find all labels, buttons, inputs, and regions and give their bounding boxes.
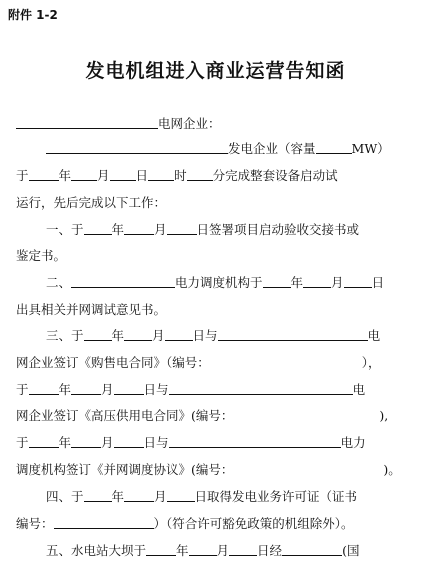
blank-year[interactable] [29, 435, 59, 448]
line-supply-date: 于 年 月 日与 电 [16, 382, 366, 397]
blank-day[interactable] [167, 222, 197, 235]
blank-year[interactable] [263, 275, 291, 288]
blank-month[interactable] [71, 168, 97, 181]
blank-day[interactable] [114, 382, 144, 395]
blank-day[interactable] [110, 168, 136, 181]
blank-month[interactable] [189, 543, 217, 556]
blank-minute[interactable] [187, 168, 213, 181]
line-item-2: 二、 电力调度机构于 年 月 日 [46, 275, 385, 290]
blank-grid-company[interactable] [16, 116, 158, 129]
blank-month[interactable] [303, 275, 331, 288]
blank-license-number[interactable] [54, 516, 154, 529]
line-item-2-cont: 出具相关并网调试意见书。 [16, 302, 167, 317]
blank-agreement-number[interactable] [233, 462, 383, 475]
line-dispatch-agreement: 调度机构签订《并网调度协议》(编号： )。 [16, 462, 401, 477]
blank-month[interactable] [124, 328, 152, 341]
attachment-label: 附件 1-2 [8, 8, 58, 22]
blank-contract-number[interactable] [233, 408, 379, 421]
line-license-number: 编号： ）（符合许可豁免政策的机组除外）。 [16, 516, 354, 531]
blank-grid-company[interactable] [169, 382, 353, 395]
blank-year[interactable] [84, 222, 112, 235]
line-power-plant: 发电企业（容量 MW） [46, 140, 390, 158]
line-grid-company: 电网企业： [16, 115, 221, 133]
line-item-3: 三、于 年 月 日与 电 [46, 328, 381, 343]
blank-day[interactable] [165, 328, 193, 341]
line-supply-contract: 网企业签订《高压供用电合同》(编号： ), [16, 408, 389, 423]
blank-day[interactable] [167, 489, 195, 502]
blank-plant-name[interactable] [46, 141, 228, 154]
line-item-5: 五、水电站大坝于 年 月 日经 (国 [46, 543, 360, 558]
blank-grid-company[interactable] [218, 328, 368, 341]
blank-day[interactable] [114, 435, 144, 448]
blank-month[interactable] [124, 222, 154, 235]
blank-year[interactable] [29, 168, 59, 181]
blank-dam-authority[interactable] [282, 543, 342, 556]
line-sales-contract: 网企业签订《购售电合同》（编号： ）， [16, 355, 381, 370]
blank-month[interactable] [124, 489, 154, 502]
blank-dispatch-agency[interactable] [71, 275, 175, 288]
blank-day[interactable] [229, 543, 257, 556]
blank-dispatch-agency[interactable] [169, 435, 341, 448]
blank-day[interactable] [344, 275, 372, 288]
line-dispatch-date: 于 年 月 日与 电力 [16, 435, 366, 450]
line-startup-time: 于 年 月 日 时 分完成整套设备启动试 [16, 168, 338, 183]
blank-month[interactable] [71, 382, 101, 395]
blank-month[interactable] [71, 435, 101, 448]
blank-year[interactable] [84, 489, 112, 502]
blank-year[interactable] [29, 382, 59, 395]
blank-hour[interactable] [148, 168, 174, 181]
blank-capacity[interactable] [316, 141, 352, 154]
line-work-intro: 运行，先后完成以下工作： [16, 195, 167, 210]
line-item-1-cont: 鉴定书。 [16, 248, 67, 263]
page-title: 发电机组进入商业运营告知函 [85, 60, 346, 82]
blank-contract-number[interactable] [210, 355, 362, 368]
line-item-4: 四、于 年 月 日取得发电业务许可证（证书 [46, 489, 358, 504]
line-item-1: 一、于 年 月 日签署项目启动验收交接书或 [46, 222, 360, 237]
blank-year[interactable] [84, 328, 112, 341]
blank-year[interactable] [146, 543, 176, 556]
